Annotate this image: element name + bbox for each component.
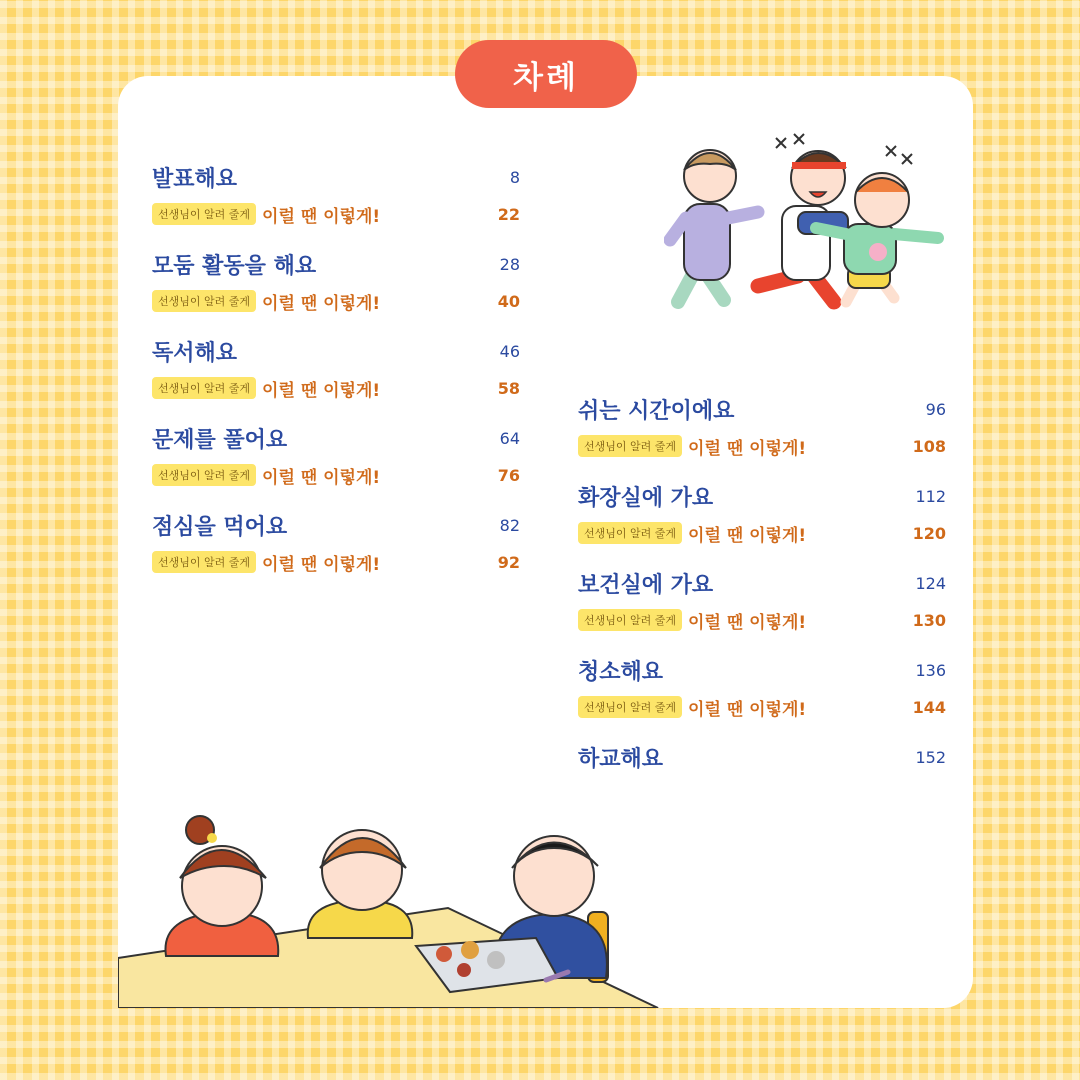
chapter-row [578, 653, 946, 687]
running-kids-illustration [664, 126, 954, 326]
tip-label: 이럴 땐 이렇게! [688, 612, 807, 633]
tip-page: 130 [912, 610, 946, 630]
tip-label: 이럴 땐 이렇게! [688, 525, 807, 546]
teacher-tip-badge: 선생님이 알려 줄게 [152, 464, 256, 486]
toc-entry[interactable] [578, 653, 946, 727]
tip-row [578, 600, 946, 640]
tip-page: 120 [912, 523, 946, 543]
tip-label: 이럴 땐 이렇게! [688, 699, 807, 720]
chapter-title: 보건실에 가요 [578, 572, 714, 598]
tip-row [578, 687, 946, 727]
chapter-page: 96 [925, 399, 946, 419]
tip-page: 58 [497, 378, 520, 398]
teacher-tip-badge: 선생님이 알려 줄게 [152, 377, 256, 399]
teacher-tip-badge: 선생님이 알려 줄게 [578, 522, 682, 544]
toc-title: 차례 [513, 59, 579, 96]
chapter-row [152, 334, 520, 368]
toc-entry[interactable] [578, 740, 946, 774]
chapter-title: 발표해요 [152, 166, 238, 192]
teacher-tip-badge: 선생님이 알려 줄게 [152, 551, 256, 573]
tip-row [152, 368, 520, 408]
chapter-title: 모둠 활동을 해요 [152, 253, 317, 279]
chapter-page: 46 [499, 341, 520, 361]
tip-row [152, 281, 520, 321]
lunch-kids-illustration [118, 808, 678, 1008]
tip-row [578, 426, 946, 466]
toc-entry[interactable] [152, 334, 520, 408]
toc-left-column [152, 160, 520, 595]
tip-label: 이럴 땐 이렇게! [262, 293, 381, 314]
chapter-title: 독서해요 [152, 340, 238, 366]
tip-page: 40 [497, 291, 520, 311]
tip-page: 22 [497, 204, 520, 224]
tip-label: 이럴 땐 이렇게! [262, 467, 381, 488]
chapter-page: 64 [499, 428, 520, 448]
chapter-title: 하교해요 [578, 746, 664, 772]
toc-entry[interactable] [152, 247, 520, 321]
toc-entry[interactable] [152, 421, 520, 495]
chapter-row [578, 392, 946, 426]
chapter-page: 82 [499, 515, 520, 535]
tip-page: 108 [912, 436, 946, 456]
tip-page: 92 [497, 552, 520, 572]
teacher-tip-badge: 선생님이 알려 줄게 [578, 435, 682, 457]
chapter-title: 화장실에 가요 [578, 485, 714, 511]
chapter-row [152, 247, 520, 281]
tip-page: 144 [912, 697, 946, 717]
teacher-tip-badge: 선생님이 알려 줄게 [152, 203, 256, 225]
chapter-page: 152 [915, 747, 946, 767]
tip-row [578, 513, 946, 553]
chapter-page: 124 [915, 573, 946, 593]
tip-page: 76 [497, 465, 520, 485]
chapter-title: 쉬는 시간이에요 [578, 398, 735, 424]
chapter-title: 점심을 먹어요 [152, 514, 288, 540]
chapter-page: 8 [509, 167, 520, 187]
chapter-title: 청소해요 [578, 659, 664, 685]
chapter-row [578, 566, 946, 600]
chapter-row [152, 421, 520, 455]
chapter-row [578, 479, 946, 513]
teacher-tip-badge: 선생님이 알려 줄게 [578, 609, 682, 631]
toc-entry[interactable] [578, 566, 946, 640]
chapter-title: 문제를 풀어요 [152, 427, 288, 453]
chapter-page: 112 [915, 486, 946, 506]
tip-row [152, 194, 520, 234]
tip-label: 이럴 땐 이렇게! [262, 206, 381, 227]
toc-entry[interactable] [152, 160, 520, 234]
tip-row [152, 542, 520, 582]
chapter-page: 28 [499, 254, 520, 274]
tip-label: 이럴 땐 이렇게! [262, 554, 381, 575]
chapter-row [152, 508, 520, 542]
tip-label: 이럴 땐 이렇게! [688, 438, 807, 459]
toc-entry[interactable] [578, 392, 946, 466]
toc-entry[interactable] [578, 479, 946, 553]
toc-entry[interactable] [152, 508, 520, 582]
teacher-tip-badge: 선생님이 알려 줄게 [152, 290, 256, 312]
tip-row [152, 455, 520, 495]
toc-title-badge [455, 40, 637, 108]
chapter-row [152, 160, 520, 194]
chapter-row [578, 740, 946, 774]
chapter-page: 136 [915, 660, 946, 680]
tip-label: 이럴 땐 이렇게! [262, 380, 381, 401]
toc-right-column [578, 392, 946, 787]
teacher-tip-badge: 선생님이 알려 줄게 [578, 696, 682, 718]
